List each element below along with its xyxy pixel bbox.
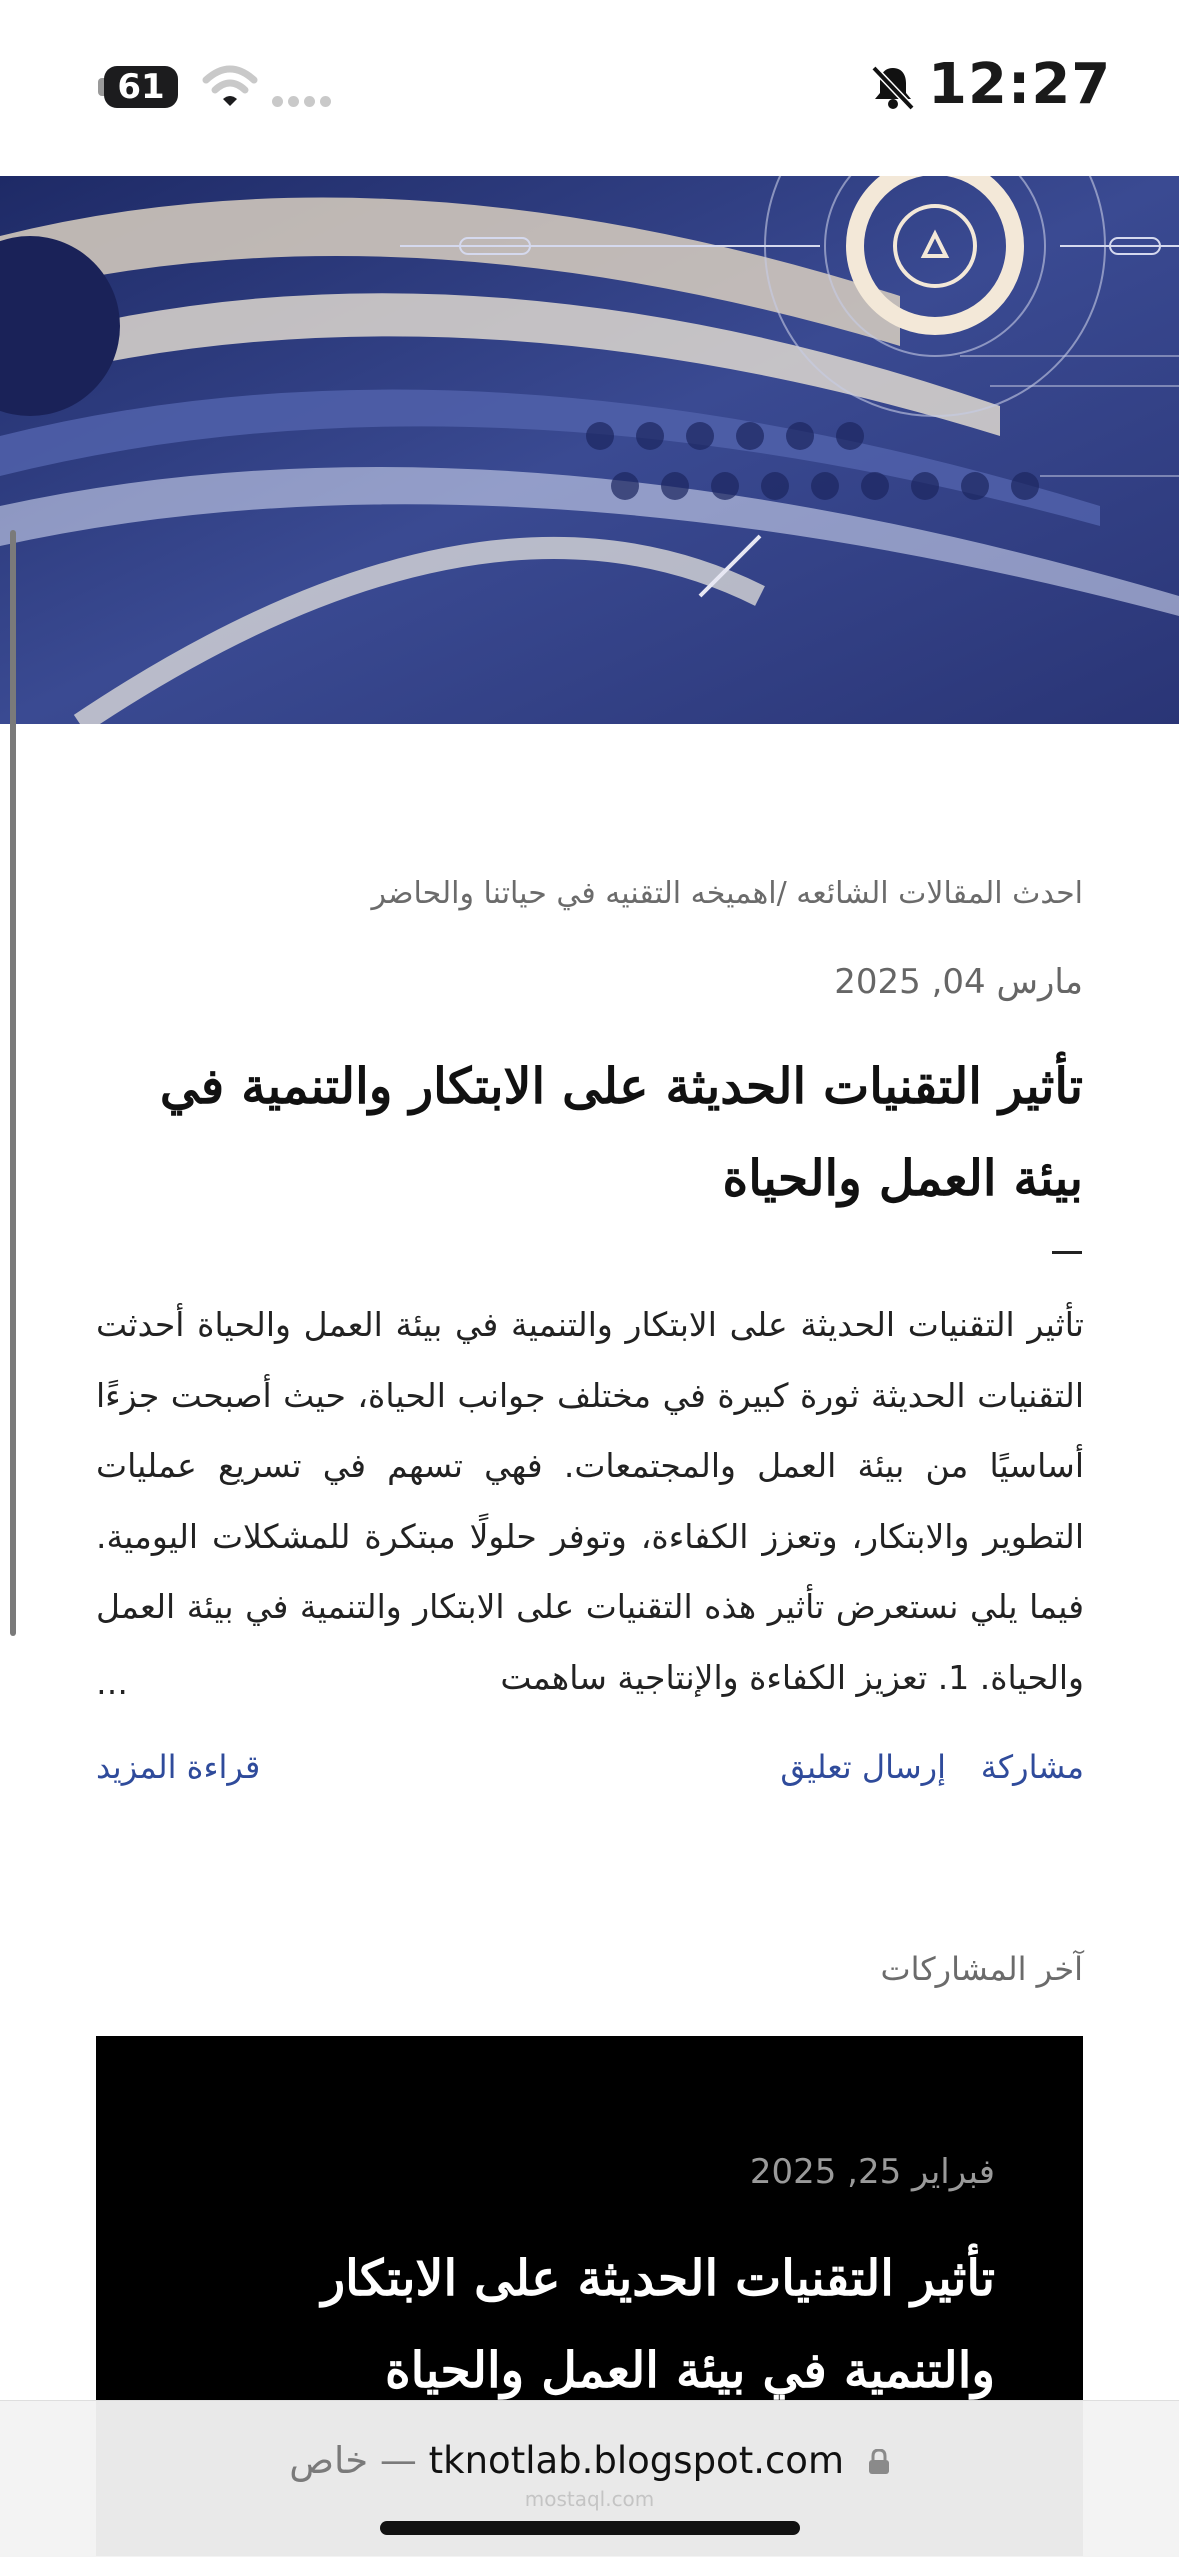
lock-icon — [868, 2449, 890, 2475]
wifi-icon — [200, 62, 260, 112]
scroll-indicator[interactable] — [10, 530, 16, 1636]
cellular-signal-icon — [272, 92, 338, 108]
card-date: فبراير 25, 2025 — [749, 2152, 995, 2192]
card-title[interactable]: تأثير التقنيات الحديثة على الابتكار والتنمية في بيئة العمل والحياة — [321, 2249, 995, 2399]
article-title[interactable]: تأثير التقنيات الحديثة على الابتكار والتنمية في بيئة العمل والحياة — [159, 1057, 1083, 1207]
battery-indicator: 61 — [104, 66, 178, 108]
excerpt-ellipsis: … — [96, 1664, 128, 1702]
url-separator: — — [379, 2439, 417, 2482]
url-row[interactable] — [0, 2439, 1179, 2482]
browser-url-bar[interactable] — [0, 2400, 1179, 2557]
excerpt-fade — [136, 1630, 396, 1700]
article-excerpt: تأثير التقنيات الحديثة على الابتكار والتنمية في بيئة العمل والحياة أحدثت التقنيات الحديثة ثورة كبيرة في مختلف جوانب الحياة، حيث أصبحت جزءًا أساسيًا من بيئة العمل والمجتمعات. فهي تسهم في تسريع عمليات التطوير والابتكار، وتعزز الكفاءة، وتوفر حلولًا مبتكرة للمشكلات اليومية. فيما يلي نستعرض تأثير هذه التقنيات على الابتكار والتنمية في بيئة العمل والحياة. 1. تعزيز الكفاءة والإنتاجية ساهمت — [96, 1305, 1084, 1697]
bell-slash-icon — [868, 62, 918, 112]
status-bar — [0, 0, 1179, 176]
breadcrumb: احدث المقالات الشائعه /اهميخه التقنيه في حياتنا والحاضر — [371, 876, 1083, 911]
article-excerpt-container — [96, 1290, 1084, 1700]
share-link[interactable]: مشاركة — [980, 1748, 1084, 1786]
latest-posts-heading: آخر المشاركات — [880, 1950, 1083, 1988]
private-label: خاص — [289, 2439, 369, 2482]
home-indicator[interactable] — [380, 2521, 800, 2535]
post-comment-link[interactable]: إرسال تعليق — [780, 1748, 946, 1786]
watermark: mostaql.com — [524, 2487, 655, 2511]
url-domain[interactable]: tknotlab.blogspot.com — [428, 2439, 844, 2482]
article-date: مارس 04, 2025 — [834, 962, 1083, 1002]
hero-image — [0, 176, 1179, 724]
article-actions — [96, 1748, 1084, 1798]
read-more-link[interactable]: قراءة المزيد — [96, 1748, 261, 1786]
clock: 12:27 — [928, 52, 1112, 117]
title-divider — [1052, 1251, 1082, 1254]
